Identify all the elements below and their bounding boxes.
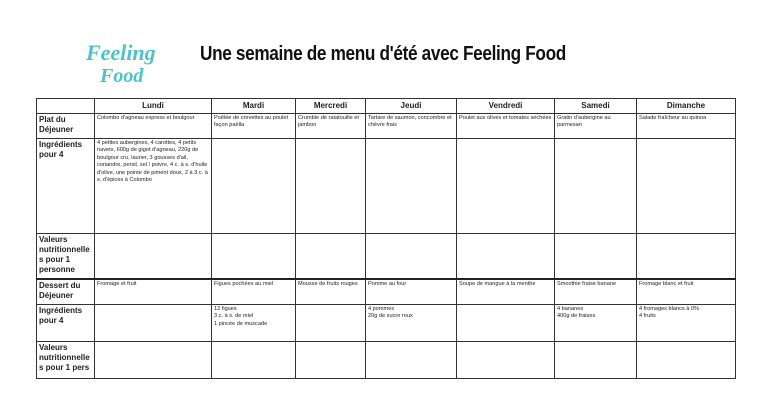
dessert-nutrition-cell [95,342,212,379]
day-header: Mardi [212,99,296,114]
row-label-nutrition-dessert: Valeurs nutritionnelles pour 1 pers [37,342,95,379]
dessert-nutrition-cell [296,342,366,379]
logo-line1: Feeling [86,40,156,65]
plat-cell: Crumble de ratatouille et jambon [296,114,366,139]
day-header: Vendredi [457,99,555,114]
dessert-ingredients-cell [457,305,555,342]
dessert-nutrition-cell [212,342,296,379]
ingredients-cell: 4 petites aubergines, 4 carottes, 4 petits navets, 600g de gigot d'agneau, 220g de boulgour cru, laurier, 3 gousses d'ail, coriandre, persil, sel / poivre, 4 c. à s. d'huile d'olive, une pointe de piment doux, 2 à 3 c. à s. d'épices à Colombo [95,139,212,234]
nutrition-cell [457,234,555,280]
plat-cell: Colombo d'agneau express et boulgour [95,114,212,139]
nutrition-cell [637,234,736,280]
dessert-ingredients-cell [95,305,212,342]
plat-row [37,114,736,139]
nutrition-dessert-row [37,342,736,379]
plat-cell: Gratin d'aubergine au parmesan [555,114,637,139]
nutrition-cell [95,234,212,280]
dessert-cell: Fromage et fruit [95,279,212,305]
ingredients-cell [296,139,366,234]
plat-cell: Tartare de saumon, concombre et chèvre frais [366,114,457,139]
row-label-ingredients: Ingrédients pour 4 [37,139,95,234]
dessert-cell: Pomme au four [366,279,457,305]
dessert-nutrition-cell [637,342,736,379]
day-header: Samedi [555,99,637,114]
dessert-cell: Figues pochées au miel [212,279,296,305]
dessert-ingredients-cell [296,305,366,342]
dessert-cell: Mousse de fruits rouges [296,279,366,305]
ingredients-cell [637,139,736,234]
nutrition-cell [555,234,637,280]
day-header: Dimanche [637,99,736,114]
nutrition-cell [212,234,296,280]
plat-cell: Poulet aux olives et tomates séchées [457,114,555,139]
dessert-ingredients-cell: 4 fromages blancs à 0% 4 fruits [637,305,736,342]
dessert-nutrition-cell [457,342,555,379]
dessert-cell: Soupe de mangue à la menthe [457,279,555,305]
dessert-cell: Fromage blanc et fruit [637,279,736,305]
weekly-menu-table [36,98,736,379]
page-title: Une semaine de menu d'été avec Feeling Food [200,43,566,65]
dessert-ingredients-cell: 4 pommes 20g de sucre roux [366,305,457,342]
dessert-nutrition-cell [366,342,457,379]
row-label-plat: Plat du Déjeuner [37,114,95,139]
ingredients-cell [212,139,296,234]
row-label-ingredients-dessert: Ingrédients pour 4 [37,305,95,342]
nutrition-cell [366,234,457,280]
plat-cell: Poêlée de crevettes au poulet façon paëlla [212,114,296,139]
header-corner [37,99,95,114]
day-header-row [37,99,736,114]
logo-line2: Food [100,65,144,87]
day-header: Jeudi [366,99,457,114]
ingredients-main-row [37,139,736,234]
day-header: Lundi [95,99,212,114]
feeling-food-logo [86,38,170,88]
day-header: Mercredi [296,99,366,114]
ingredients-dessert-row [37,305,736,342]
row-label-dessert: Dessert du Déjeuner [37,279,95,305]
ingredients-cell [555,139,637,234]
ingredients-cell [457,139,555,234]
dessert-cell: Smoothie fraise banane [555,279,637,305]
dessert-ingredients-cell: 12 figues 3 c. à s. de miel 1 pincée de muscade [212,305,296,342]
ingredients-cell [366,139,457,234]
nutrition-main-row [37,234,736,280]
nutrition-cell [296,234,366,280]
dessert-ingredients-cell: 4 bananes 400g de fraises [555,305,637,342]
dessert-nutrition-cell [555,342,637,379]
row-label-nutrition: Valeurs nutritionnelles pour 1 personne [37,234,95,280]
plat-cell: Salade fraîcheur au quinoa [637,114,736,139]
dessert-row [37,279,736,305]
